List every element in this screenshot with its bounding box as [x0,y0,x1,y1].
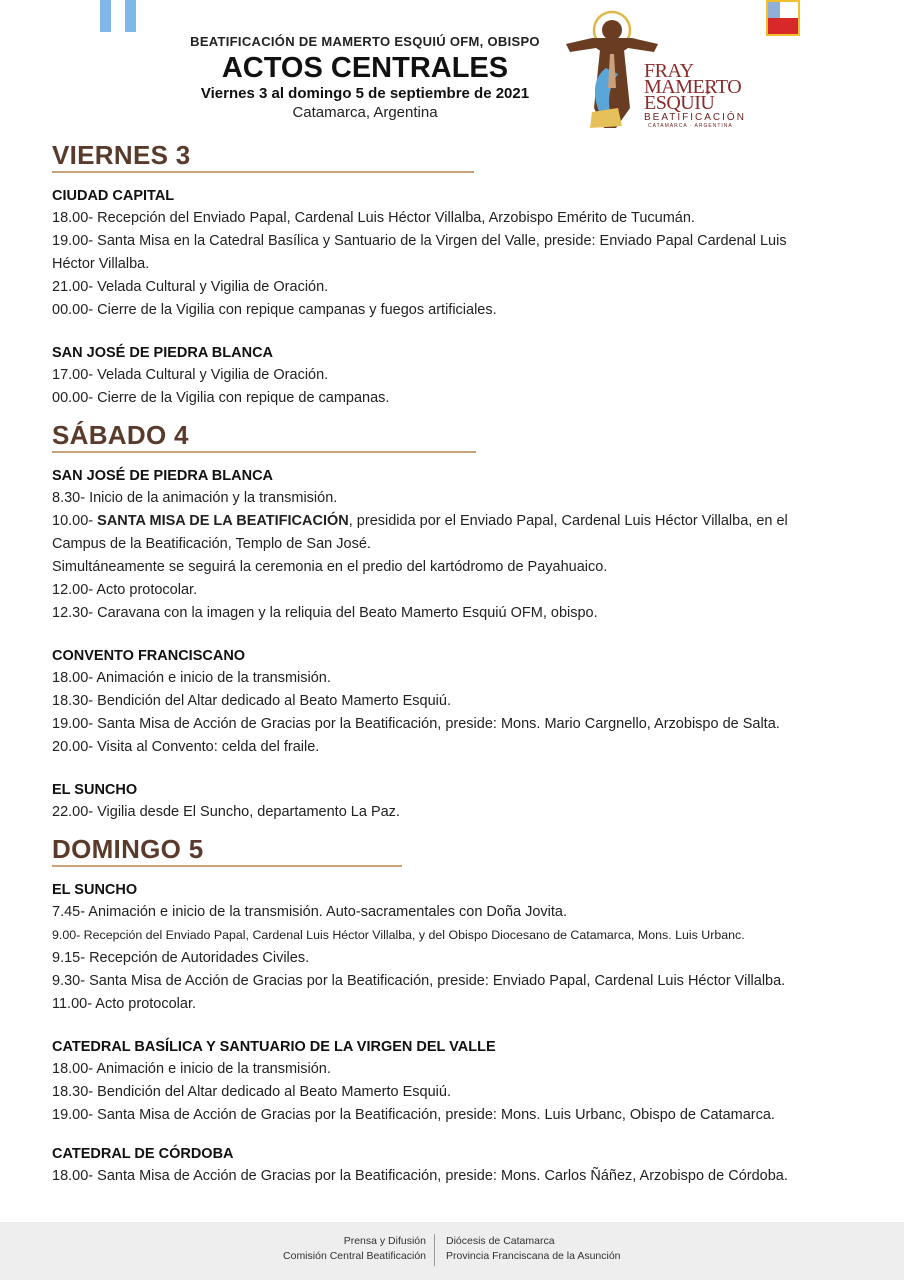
schedule-line: 12.30- Caravana con la imagen y la reliquia del Beato Mamerto Esquiú OFM, obispo. [52,605,598,621]
schedule-line: 18.00- Santa Misa de Acción de Gracias por la Beatificación, preside: Mons. Carlos Ñáñez, Arzobispo de Córdoba. [52,1168,788,1184]
schedule-line: 00.00- Cierre de la Vigilia con repique campanas y fuegos artificiales. [52,302,497,318]
argentina-flag-icon [100,0,136,32]
schedule-line: Simultáneamente se seguirá la ceremonia en el predio del kartódromo de Payahuaico. [52,559,608,575]
schedule-line: 21.00- Velada Cultural y Vigilia de Oración. [52,279,329,295]
day-domingo [52,834,872,1188]
day-divider [52,171,474,173]
page-title: ACTOS CENTRALES [221,52,509,84]
section-title: CONVENTO FRANCISCANO [52,648,246,664]
section-title: CATEDRAL DE CÓRDOBA [52,1146,234,1162]
footer-right-line1: Diócesis de Catamarca [446,1235,555,1247]
schedule-line: 20.00- Visita al Convento: celda del fraile. [52,739,320,755]
day-divider [52,451,476,453]
schedule-line: Campus de la Beatificación, Templo de San José. [52,536,371,552]
logo-text-location: CATAMARCA · ARGENTINA [648,123,733,129]
page-header [150,34,580,121]
schedule-line: 18.00- Animación e inicio de la transmisión. [52,670,331,686]
footer-right [446,1234,621,1264]
schedule-line: 12.00- Acto protocolar. [52,582,198,598]
logo-text-beatificacion: BEATIFICACIÓN [644,112,746,123]
footer-left-line2: Comisión Central Beatificación [283,1250,426,1262]
schedule-line: 7.45- Animación e inicio de la transmisión. Auto-sacramentales con Doña Jovita. [52,904,568,920]
schedule-line: 18.00- Animación e inicio de la transmisión. [52,1061,331,1077]
schedule-line: 18.30- Bendición del Altar dedicado al Beato Mamerto Esquiú. [52,1084,451,1100]
section [52,1143,872,1188]
schedule [52,140,872,1188]
schedule-line: 9.15- Recepción de Autoridades Civiles. [52,950,310,966]
section [52,645,872,759]
day-sabado [52,420,872,824]
schedule-line: 8.30- Inicio de la animación y la transmisión. [52,490,338,506]
footer-divider [434,1234,435,1266]
beatification-logo [562,8,746,130]
schedule-line: Héctor Villalba. [52,256,150,272]
day-title: VIERNES 3 [52,140,191,170]
section [52,1036,872,1127]
day-viernes [52,140,872,410]
logo-text-fray: FRAY [644,60,694,82]
schedule-line: 9.30- Santa Misa de Acción de Gracias por la Beatificación, preside: Enviado Papal, Cardenal Luis Héctor Villalba. [52,973,786,989]
section-title: EL SUNCHO [52,782,138,798]
day-title: SÁBADO 4 [52,420,189,450]
day-title: DOMINGO 5 [52,834,204,864]
schedule-line: 11.00- Acto protocolar. [52,996,197,1012]
schedule-line: 18.00- Recepción del Enviado Papal, Cardenal Luis Héctor Villalba, Arzobispo Emérito de Tucumán. [52,210,695,226]
section-title: CATEDRAL BASÍLICA Y SANTUARIO DE LA VIRGEN DEL VALLE [52,1039,496,1055]
footer-right-line2: Provincia Franciscana de la Asunción [446,1250,621,1262]
section [52,185,872,322]
day-divider [52,865,402,867]
schedule-line: 22.00- Vigilia desde El Suncho, departamento La Paz. [52,804,400,820]
section [52,465,872,625]
schedule-line: 19.00- Santa Misa en la Catedral Basílica y Santuario de la Virgen del Valle, preside: Enviado Papal Cardenal Luis [52,233,787,249]
footer-left [283,1234,426,1264]
schedule-line: 9.00- Recepción del Enviado Papal, Cardenal Luis Héctor Villalba, y del Obispo Diocesano de Catamarca, Mons. Luis Urbanc. [52,928,745,942]
catamarca-flag-icon [766,0,800,36]
section-title: CIUDAD CAPITAL [52,188,175,204]
logo-text-esquiu: ESQUIÚ [644,92,715,114]
pre-title: BEATIFICACIÓN DE MAMERTO ESQUIÚ OFM, OBISPO [190,34,540,49]
page-footer [0,1222,904,1280]
section-title: SAN JOSÉ DE PIEDRA BLANCA [52,345,274,361]
schedule-line: 18.30- Bendición del Altar dedicado al Beato Mamerto Esquiú. [52,693,451,709]
section [52,779,872,824]
footer-left-line1: Prensa y Difusión [343,1235,426,1247]
section [52,342,872,410]
schedule-line: 19.00- Santa Misa de Acción de Gracias por la Beatificación, preside: Mons. Luis Urbanc, Obispo de Catamarca. [52,1107,775,1123]
schedule-line: 17.00- Velada Cultural y Vigilia de Oración. [52,367,329,383]
schedule-line: 19.00- Santa Misa de Acción de Gracias por la Beatificación, preside: Mons. Mario Cargnello, Arzobispo de Salta. [52,716,780,732]
schedule-line: 00.00- Cierre de la Vigilia con repique de campanas. [52,390,390,406]
schedule-line: 10.00- SANTA MISA DE LA BEATIFICACIÓN, presidida por el Enviado Papal, Cardenal Luis Héctor Villalba, en el [52,513,788,529]
event-dates: Viernes 3 al domingo 5 de septiembre de 2021 [200,85,530,102]
event-place: Catamarca, Argentina [292,104,438,121]
section [52,879,872,1016]
logo-text-mamerto: MAMERTO [644,76,742,98]
section-title: EL SUNCHO [52,882,138,898]
section-title: SAN JOSÉ DE PIEDRA BLANCA [52,468,274,484]
